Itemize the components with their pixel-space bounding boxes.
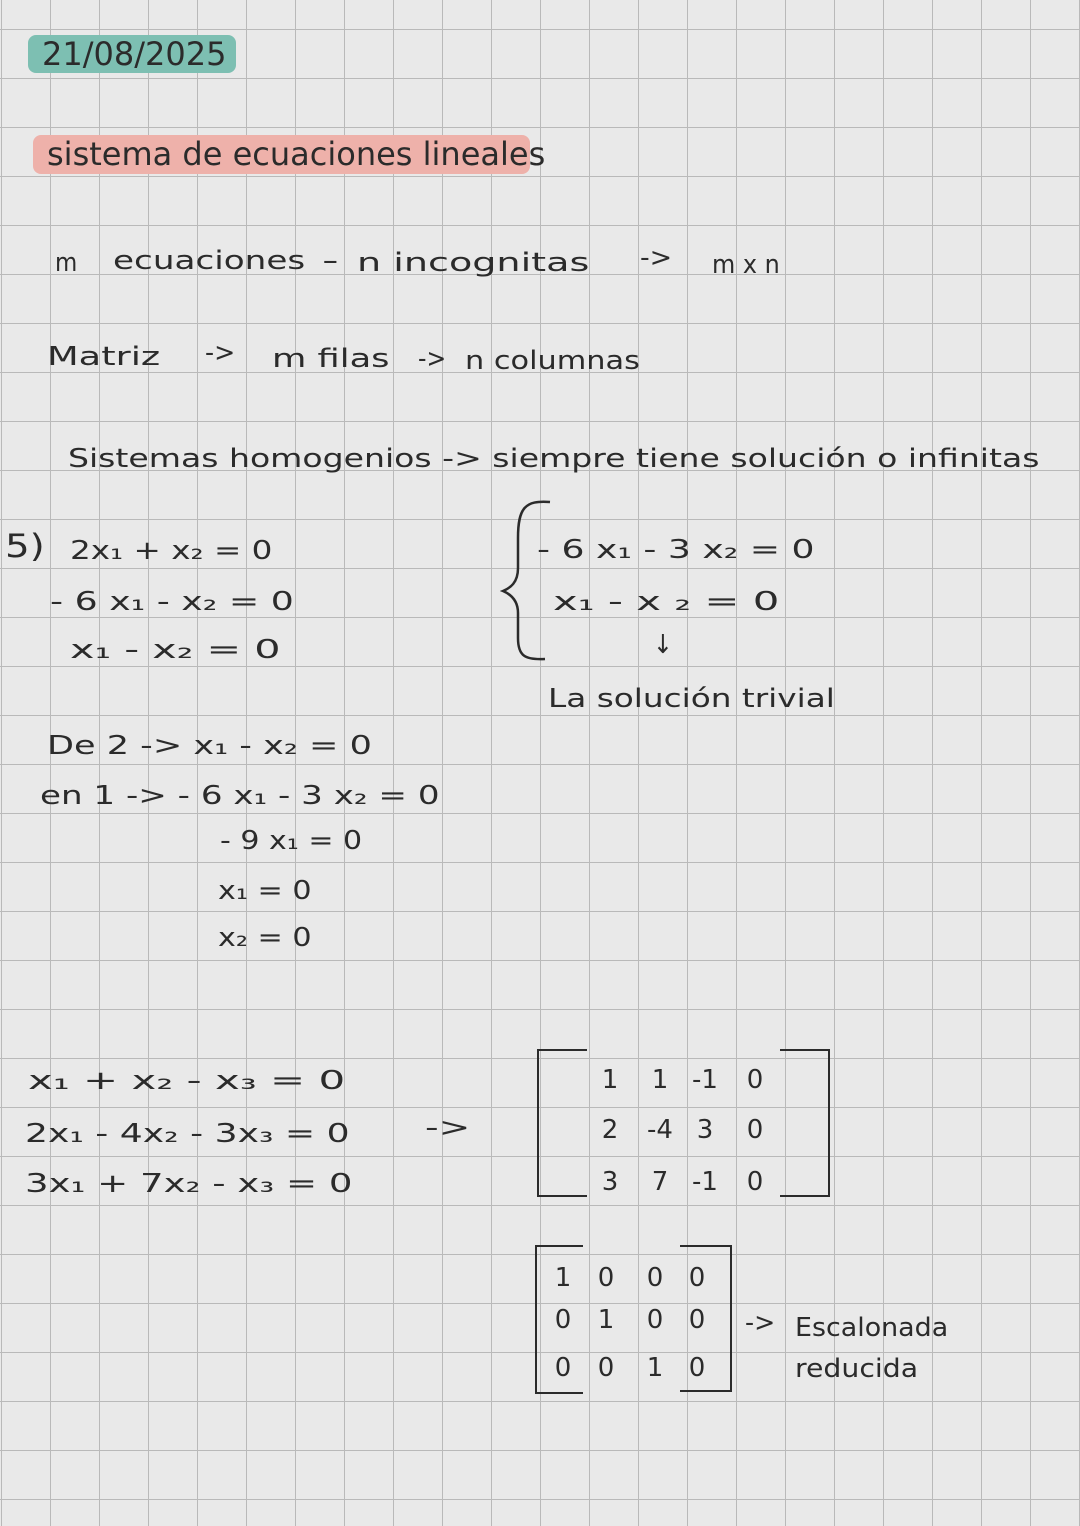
note-text: n incognitas xyxy=(357,248,590,278)
matrix-cell: -1 xyxy=(692,1167,718,1197)
matrix-cell: -1 xyxy=(692,1065,718,1095)
arrow: -> xyxy=(640,243,673,273)
equation: 2x₁ + x₂ = 0 xyxy=(70,536,273,566)
down-arrow-icon: ↓ xyxy=(653,630,673,660)
matrix-cell: 2 xyxy=(601,1115,619,1145)
arrow: -> xyxy=(745,1308,776,1338)
page-title: sistema de ecuaciones lineales xyxy=(33,135,530,174)
step: x₂ = 0 xyxy=(218,923,312,953)
matrix-cell: 1 xyxy=(646,1353,664,1383)
note-text: - xyxy=(322,246,339,276)
note-text: ecuaciones xyxy=(113,246,306,276)
conclusion-text: La solución trivial xyxy=(548,684,835,714)
matrix-cell: 3 xyxy=(601,1167,619,1197)
note-text: m filas xyxy=(272,344,390,374)
step: x₁ = 0 xyxy=(218,876,312,906)
note-text: m x n xyxy=(712,250,780,280)
brace xyxy=(500,498,555,664)
matrix-cell: 0 xyxy=(746,1115,764,1145)
step: en 1 -> - 6 x₁ - 3 x₂ = 0 xyxy=(40,781,440,811)
matrix-cell: 1 xyxy=(651,1065,669,1095)
matrix-cell: 0 xyxy=(746,1167,764,1197)
note-text: m xyxy=(55,248,78,278)
arrow: -> xyxy=(425,1113,471,1143)
equation: - 6 x₁ - 3 x₂ = 0 xyxy=(537,535,815,565)
matrix-cell: 0 xyxy=(688,1305,706,1335)
matrix-cell: 7 xyxy=(651,1167,669,1197)
equation: x₁ - x ₂ = 0 xyxy=(553,587,780,617)
equation: x₁ - x₂ = 0 xyxy=(70,635,281,665)
equation: - 6 x₁ - x₂ = 0 xyxy=(50,587,294,617)
equation: 3x₁ + 7x₂ - x₃ = 0 xyxy=(25,1169,353,1199)
arrow: -> xyxy=(418,344,447,374)
matrix-cell: 0 xyxy=(746,1065,764,1095)
exercise-number: 5) xyxy=(5,527,45,565)
matrix-cell: 1 xyxy=(554,1263,572,1293)
step: De 2 -> x₁ - x₂ = 0 xyxy=(47,731,372,761)
matrix-cell: 0 xyxy=(554,1305,572,1335)
matrix-cell: 0 xyxy=(688,1263,706,1293)
note-text: Sistemas homogenios -> siempre tiene solución o infinitas xyxy=(68,444,1040,474)
matrix-cell: 1 xyxy=(601,1065,619,1095)
note-text: n columnas xyxy=(465,346,640,376)
matrix-cell: 0 xyxy=(597,1353,615,1383)
arrow: -> xyxy=(205,338,236,368)
matrix-cell: 1 xyxy=(597,1305,615,1335)
reduced-label: reducida xyxy=(795,1354,919,1384)
step: - 9 x₁ = 0 xyxy=(220,826,363,856)
date-badge: 21/08/2025 xyxy=(28,35,236,73)
matrix-cell: -4 xyxy=(647,1115,673,1145)
matrix-cell: 0 xyxy=(597,1263,615,1293)
equation: x₁ + x₂ - x₃ = 0 xyxy=(28,1066,346,1096)
matrix-cell: 0 xyxy=(688,1353,706,1383)
note-text: Matriz xyxy=(47,342,161,372)
matrix-cell: 0 xyxy=(554,1353,572,1383)
reduced-label: Escalonada xyxy=(795,1313,949,1343)
matrix-cell: 0 xyxy=(646,1305,664,1335)
matrix-cell: 3 xyxy=(696,1115,714,1145)
equation: 2x₁ - 4x₂ - 3x₃ = 0 xyxy=(25,1119,350,1149)
matrix-cell: 0 xyxy=(646,1263,664,1293)
